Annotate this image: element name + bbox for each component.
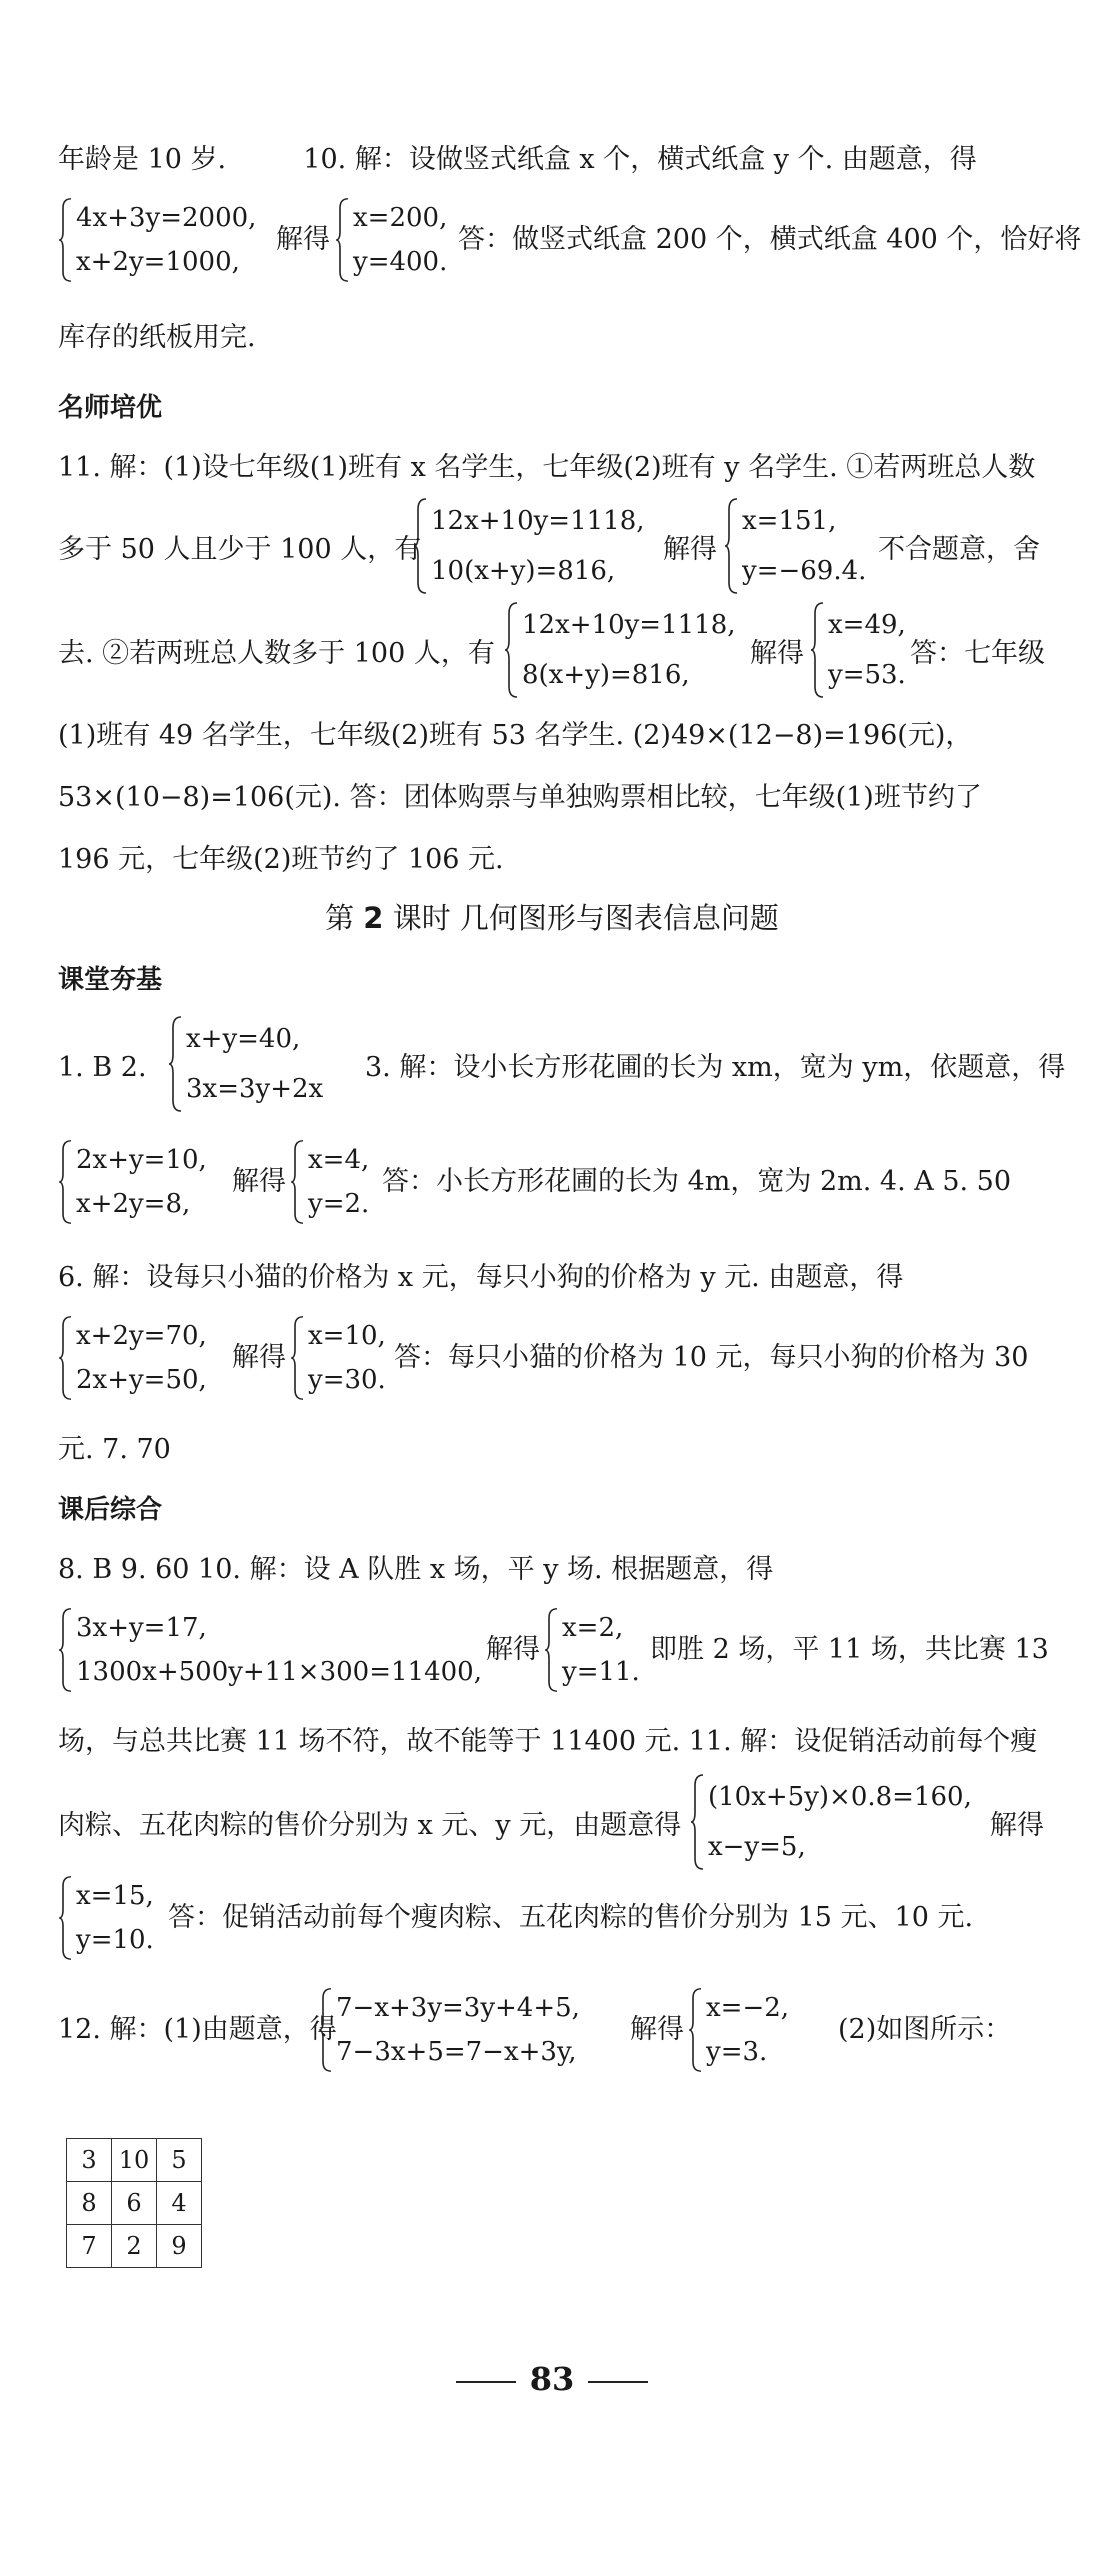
text-segment: 答：做竖式纸盒 200 个，横式纸盒 400 个，恰好将 — [458, 224, 1082, 255]
equation: 7−x+3y=3y+4+5, — [336, 1993, 580, 2023]
equation-system — [58, 1874, 154, 1962]
text-segment: 解得 — [232, 1166, 286, 1197]
brace-icon — [318, 1988, 332, 2072]
text-segment: 解得 — [276, 224, 330, 255]
equation-system — [335, 196, 447, 284]
equation-system — [724, 496, 866, 596]
equation: y=−69.4. — [742, 556, 867, 586]
text-segment: 解得 — [750, 638, 804, 669]
equation: y=53. — [828, 660, 906, 690]
text-segment: 3. 解：设小长方形花圃的长为 xm，宽为 ym，依题意，得 — [365, 1052, 1066, 1083]
text-segment: 不合题意，舍 — [878, 534, 1040, 565]
equation: 1300x+500y+11×300=11400, — [76, 1657, 482, 1687]
table-cell: 5 — [157, 2139, 202, 2182]
equation: x=49, — [828, 610, 906, 640]
brace-icon — [688, 1988, 702, 2072]
table-row — [67, 2225, 202, 2268]
equation: 2x+y=50, — [76, 1365, 207, 1395]
equation: x+2y=8, — [76, 1189, 191, 1219]
text-segment: 多于 50 人且少于 100 人，有 — [58, 534, 422, 565]
table-row — [67, 2139, 202, 2182]
title-number: 2 — [363, 901, 384, 935]
equation-system — [688, 1986, 789, 2074]
brace-icon — [290, 1316, 304, 1400]
text-segment: 10. 解：设做竖式纸盒 x 个，横式纸盒 y 个. 由题意，得 — [303, 144, 977, 175]
equation: 4x+3y=2000, — [76, 203, 257, 233]
equation: (10x+5y)×0.8=160, — [708, 1782, 972, 1812]
equation: y=10. — [76, 1925, 154, 1955]
equation: 3x+y=17, — [76, 1613, 207, 1643]
brace-icon — [58, 1316, 72, 1400]
equation: 10(x+y)=816, — [431, 556, 616, 586]
text-segment: 解得 — [663, 534, 717, 565]
text-segment: 答：促销活动前每个瘦肉粽、五花肉粽的售价分别为 15 元、10 元. — [168, 1902, 974, 1933]
equation-system — [58, 1314, 207, 1402]
equation: x=10, — [308, 1321, 386, 1351]
title-prefix: 第 — [325, 901, 355, 935]
equation: 7−3x+5=7−x+3y, — [336, 2037, 577, 2067]
text-segment: (2)如图所示： — [838, 2014, 1012, 2045]
brace-icon — [544, 1608, 558, 1692]
equation: x=200, — [353, 203, 448, 233]
text-line: 53×(10−8)=106(元). 答：团体购票与单独购票相比较，七年级(1)班节约了 — [58, 782, 982, 813]
text-line: 11. 解：(1)设七年级(1)班有 x 名学生，七年级(2)班有 y 名学生. ①若两班总人数 — [58, 452, 1036, 483]
equation: x=4, — [308, 1145, 370, 1175]
text-segment: 1. B 2. — [58, 1052, 147, 1083]
text-line: 元. 7. 70 — [58, 1434, 171, 1465]
text-segment: 答：小长方形花圃的长为 4m，宽为 2m. 4. A 5. 50 — [382, 1166, 1012, 1197]
table-cell: 2 — [112, 2225, 157, 2268]
text-segment: 答：七年级 — [910, 638, 1045, 669]
equation: y=30. — [308, 1365, 386, 1395]
equation: 2x+y=10, — [76, 1145, 207, 1175]
text-line: 场，与总共比赛 11 场不符，故不能等于 11400 元. 11. 解：设促销活动前每个瘦 — [58, 1726, 1038, 1757]
lesson-title — [0, 896, 1104, 940]
equation: x=−2, — [706, 1993, 790, 2023]
brace-icon — [413, 498, 427, 594]
equation: y=400. — [353, 247, 448, 277]
table-cell: 7 — [67, 2225, 112, 2268]
equation-system — [168, 1014, 323, 1114]
equation-system — [318, 1986, 580, 2074]
text-line: 6. 解：设每只小猫的价格为 x 元，每只小狗的价格为 y 元. 由题意，得 — [58, 1262, 904, 1293]
equation: x=2, — [562, 1613, 624, 1643]
table-cell: 3 — [67, 2139, 112, 2182]
equation: x=151, — [742, 506, 837, 536]
equation: 12x+10y=1118, — [431, 506, 645, 536]
equation-system — [58, 1606, 482, 1694]
brace-icon — [58, 198, 72, 282]
text-line: 库存的纸板用完. — [58, 322, 256, 353]
divider — [456, 2381, 516, 2383]
equation-system — [58, 196, 256, 284]
brace-icon — [335, 198, 349, 282]
section-heading: 名师培优 — [58, 393, 163, 423]
table-row — [67, 2182, 202, 2225]
equation-system — [544, 1606, 640, 1694]
equation: y=3. — [706, 2037, 768, 2067]
equation-system — [810, 600, 906, 700]
page-number-text: 83 — [529, 2360, 575, 2398]
brace-icon — [724, 498, 738, 594]
equation: x=15, — [76, 1881, 154, 1911]
equation: 3x=3y+2x — [186, 1074, 324, 1104]
equation: x+2y=1000, — [76, 247, 240, 277]
text-segment: 答：每只小猫的价格为 10 元，每只小狗的价格为 30 — [394, 1342, 1029, 1373]
equation-system — [690, 1772, 972, 1872]
equation-system — [290, 1138, 369, 1226]
magic-square-table — [66, 2138, 202, 2268]
brace-icon — [504, 602, 518, 698]
brace-icon — [810, 602, 824, 698]
equation-system — [290, 1314, 386, 1402]
equation-system — [413, 496, 645, 596]
table-cell: 8 — [67, 2182, 112, 2225]
text-segment: 即胜 2 场，平 11 场，共比赛 13 — [650, 1634, 1049, 1665]
table-cell: 9 — [157, 2225, 202, 2268]
equation: y=11. — [562, 1657, 640, 1687]
brace-icon — [58, 1140, 72, 1224]
brace-icon — [690, 1774, 704, 1870]
brace-icon — [58, 1608, 72, 1692]
page-number — [0, 2360, 1104, 2398]
equation-system — [504, 600, 736, 700]
text-segment: 肉粽、五花肉粽的售价分别为 x 元、y 元，由题意得 — [58, 1810, 682, 1841]
table-cell: 10 — [112, 2139, 157, 2182]
brace-icon — [290, 1140, 304, 1224]
brace-icon — [58, 1876, 72, 1960]
text-segment: 解得 — [232, 1342, 286, 1373]
equation: x+2y=70, — [76, 1321, 207, 1351]
text-segment: 12. 解：(1)由题意，得 — [58, 2014, 337, 2045]
text-segment: 解得 — [990, 1810, 1044, 1841]
text-line: (1)班有 49 名学生，七年级(2)班有 53 名学生. (2)49×(12−8)=196(元)， — [58, 720, 973, 751]
text-line — [58, 140, 1048, 180]
equation: 8(x+y)=816, — [522, 660, 690, 690]
text-segment: 年龄是 10 岁. — [58, 144, 227, 175]
brace-icon — [168, 1016, 182, 1112]
equation: x−y=5, — [708, 1832, 806, 1862]
text-line: 196 元，七年级(2)班节约了 106 元. — [58, 844, 504, 875]
table-cell: 4 — [157, 2182, 202, 2225]
text-line: 8. B 9. 60 10. 解：设 A 队胜 x 场，平 y 场. 根据题意，得 — [58, 1554, 774, 1585]
title-text: 课时 几何图形与图表信息问题 — [392, 901, 779, 935]
divider — [588, 2381, 648, 2383]
equation: x+y=40, — [186, 1024, 301, 1054]
section-heading: 课堂夯基 — [58, 965, 163, 995]
text-segment: 去. ②若两班总人数多于 100 人，有 — [58, 638, 495, 669]
equation: y=2. — [308, 1189, 370, 1219]
section-heading: 课后综合 — [58, 1495, 163, 1525]
equation-system — [58, 1138, 207, 1226]
table-cell: 6 — [112, 2182, 157, 2225]
equation: 12x+10y=1118, — [522, 610, 736, 640]
text-segment: 解得 — [486, 1634, 540, 1665]
text-segment: 解得 — [630, 2014, 684, 2045]
